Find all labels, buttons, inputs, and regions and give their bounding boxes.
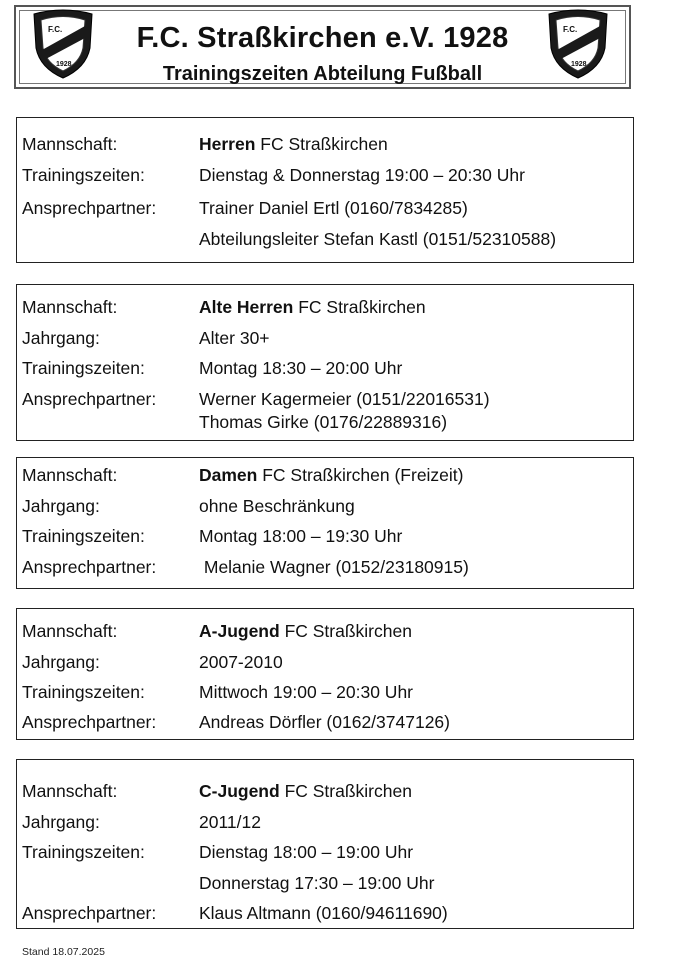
logo-year-text: 1928 (56, 61, 72, 68)
cohort-label: Jahrgang: (22, 328, 100, 348)
club-crest-logo-right (545, 8, 611, 80)
club-crest-logo-left (30, 8, 96, 80)
contact-person: Klaus Altmann (0160/94611690) (199, 903, 448, 923)
team-name-bold: Alte Herren (199, 297, 294, 317)
department-title: Trainingszeiten Abteilung Fußball (162, 63, 483, 85)
team-name-bold: Herren (199, 134, 256, 154)
cohort-label: Jahrgang: (22, 812, 100, 832)
team-name-rest: FC Straßkirchen (293, 297, 426, 317)
team-name (199, 133, 388, 155)
header-frame (19, 10, 626, 84)
times-label: Trainingszeiten: (22, 842, 145, 862)
team-label: Mannschaft: (22, 465, 118, 485)
team-name-bold: C-Jugend (199, 781, 280, 801)
logo-abbr-text: F.C. (563, 25, 578, 34)
times-label: Trainingszeiten: (22, 682, 145, 702)
team-label: Mannschaft: (22, 134, 118, 154)
team-name-rest: FC Straßkirchen (279, 621, 412, 641)
times-label: Trainingszeiten: (22, 358, 145, 378)
cohort-label: Jahrgang: (22, 496, 100, 516)
stand-date: Stand 18.07.2025 (22, 946, 105, 958)
cohort-value: 2011/12 (199, 812, 261, 832)
team-card-c-jugend (16, 759, 634, 929)
team-card-alte-herren (16, 284, 634, 441)
team-label: Mannschaft: (22, 781, 118, 801)
contact-label: Ansprechpartner: (22, 389, 157, 409)
cohort-value: 2007-2010 (199, 652, 283, 672)
team-name (199, 780, 412, 802)
logo-year-text: 1928 (571, 61, 587, 68)
times-label: Trainingszeiten: (22, 526, 145, 546)
team-name-bold: Damen (199, 465, 258, 485)
contact-label: Ansprechpartner: (22, 903, 157, 923)
contact-person-2: Abteilungsleiter Stefan Kastl (0151/52310588) (199, 229, 557, 249)
team-name (199, 464, 464, 486)
team-name-rest: FC Straßkirchen (279, 781, 412, 801)
team-name-rest: FC Straßkirchen (255, 134, 388, 154)
logo-abbr-text: F.C. (48, 25, 63, 34)
team-card-herren (16, 117, 634, 263)
team-name (199, 620, 412, 642)
contact-label: Ansprechpartner: (22, 198, 157, 218)
team-name (199, 296, 426, 318)
contact-person: Andreas Dörfler (0162/3747126) (199, 712, 450, 732)
training-times: Dienstag 18:00 – 19:00 Uhr (199, 842, 414, 862)
contact-label: Ansprechpartner: (22, 557, 157, 577)
training-times-2: Donnerstag 17:30 – 19:00 Uhr (199, 873, 435, 893)
team-name-rest: FC Straßkirchen (Freizeit) (257, 465, 464, 485)
team-label: Mannschaft: (22, 621, 118, 641)
contact-person: Werner Kagermeier (0151/22016531) (199, 389, 490, 409)
team-label: Mannschaft: (22, 297, 118, 317)
training-times: Mittwoch 19:00 – 20:30 Uhr (199, 682, 414, 702)
contact-person: Trainer Daniel Ertl (0160/7834285) (199, 198, 468, 218)
team-name-bold: A-Jugend (199, 621, 280, 641)
training-times: Dienstag & Donnerstag 19:00 – 20:30 Uhr (199, 165, 525, 185)
training-times: Montag 18:00 – 19:30 Uhr (199, 526, 403, 546)
team-card-a-jugend (16, 608, 634, 740)
times-label: Trainingszeiten: (22, 165, 145, 185)
cohort-value: ohne Beschränkung (199, 496, 355, 516)
cohort-value: Alter 30+ (199, 328, 270, 348)
cohort-label: Jahrgang: (22, 652, 100, 672)
club-title: F.C. Straßkirchen e.V. 1928 (136, 22, 509, 54)
contact-person-2: Thomas Girke (0176/22889316) (199, 412, 448, 432)
contact-person: Melanie Wagner (0152/23180915) (199, 557, 469, 577)
page-header (14, 5, 631, 89)
team-card-damen (16, 457, 634, 589)
contact-label: Ansprechpartner: (22, 712, 157, 732)
training-times: Montag 18:30 – 20:00 Uhr (199, 358, 403, 378)
